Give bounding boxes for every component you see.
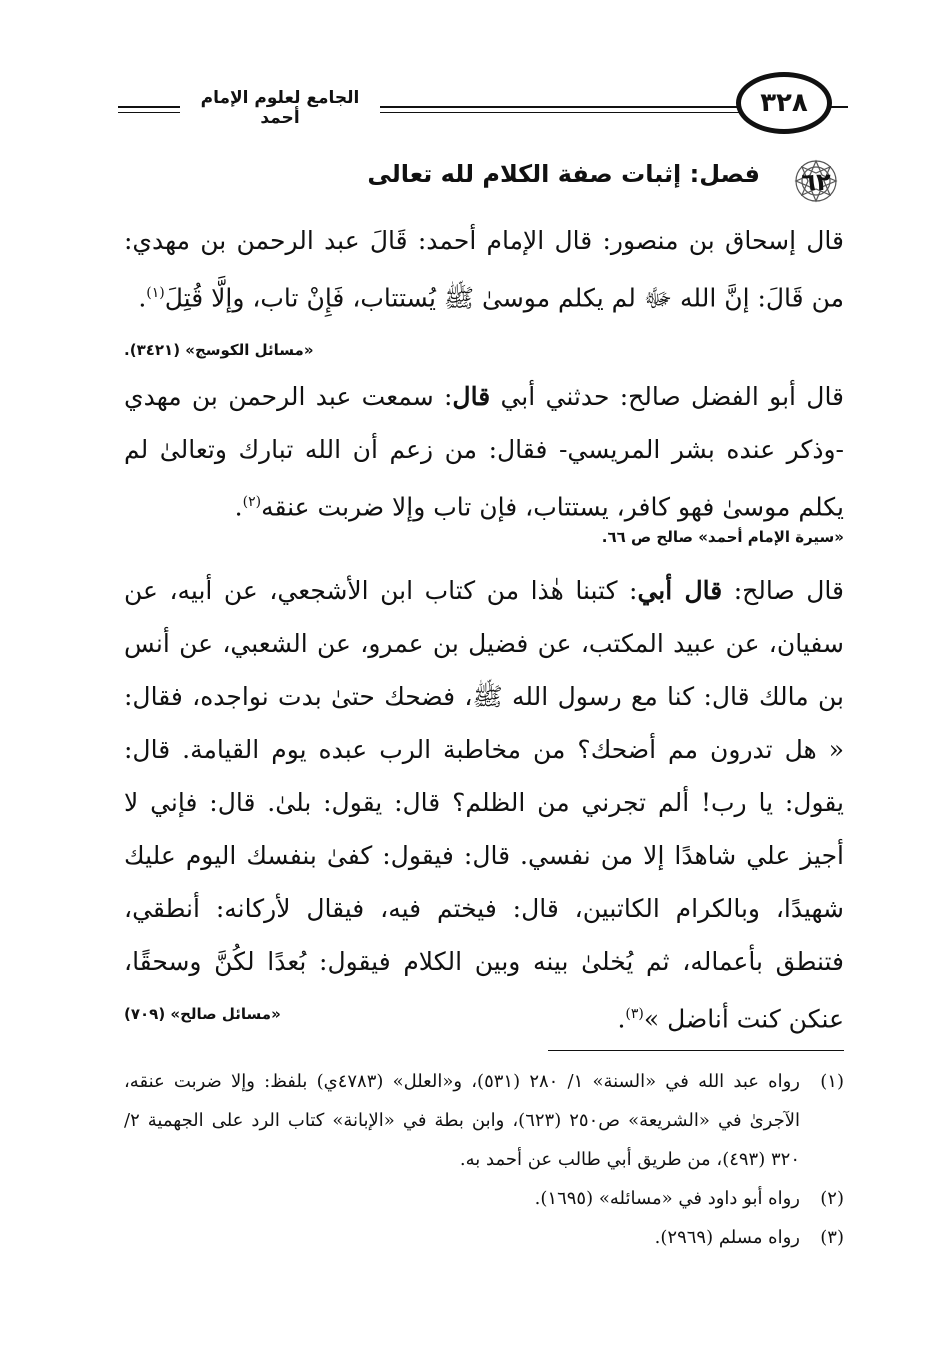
section-number-ornament bbox=[784, 158, 848, 204]
paragraph-1 bbox=[124, 214, 844, 377]
paragraph-text: : كتبنا هٰذا من كتاب ابن الأشجعي، عن أبيه، عن سفيان، عن عبيد المكتب، عن فضيل بن عمرو، عن الشعبي، عن أنس بن مالك قال: كنا مع رسول الله ﷺ، فضحك حتىٰ بدت نواجده، فقال: « هل تدرون مم أضحك؟ من مخاطبة الرب عبده يوم القيامة. قال: يقول: يا رب! ألم تجرني من الظلم؟ قال: يقول: بلىٰ. قال: فإني لا أجيز علي شاهدًا إلا من نفسي. قال: فيقول: كفىٰ بنفسك اليوم عليك شهيدًا، وبالكرام الكاتبين، قال: فيختم فيه، فيقال لأركانه: أنطقي، فتنطق بأعماله، ثم يُخلىٰ بينه وبين الكلام فيقول: بُعدًا لكُنَّ وسحقًا، عنكن كنت أناضل » bbox=[124, 576, 844, 1034]
paragraph-2 bbox=[124, 370, 844, 533]
paragraph-3 bbox=[124, 564, 844, 1045]
footnote-item bbox=[124, 1062, 844, 1179]
footnote-separator bbox=[548, 1050, 844, 1051]
footnote-text: رواه عبد الله في «السنة» ١/ ٢٨٠ (٥٣١)، و«العلل» (٤٧٨٣ي) بلفظ: وإلا ضربت عنقه، الآجرىٰ في «الشريعة» ص٢٥٠ (٦٢٣)، وابن بطة في «الإبانة» كتاب الرد على الجهمية ٢/ ٣٢٠ (٤٩٣)، من طريق أبي طالب عن أحمد به. bbox=[124, 1071, 800, 1170]
citation-source: «سيرة الإمام أحمد» صالح ص ٦٦. bbox=[601, 528, 844, 546]
paragraph-text: قال صالح: bbox=[722, 576, 844, 605]
paragraph-end: . bbox=[234, 492, 243, 522]
section-number: ٦٢ bbox=[801, 168, 831, 196]
paragraph-end: . bbox=[617, 1004, 626, 1034]
page-header bbox=[118, 72, 848, 138]
footnote-text: رواه أبو داود في «مسائله» (١٦٩٥). bbox=[534, 1188, 800, 1209]
footnote-number: (٢) bbox=[820, 1188, 844, 1209]
footnote-number: (٣) bbox=[820, 1227, 844, 1248]
footnote-text: رواه مسلم (٢٩٦٩). bbox=[654, 1227, 800, 1248]
paragraph-end: . bbox=[138, 283, 147, 313]
paragraph-text: قال إسحاق بن منصور: قال الإمام أحمد: قَالَ عبد الرحمن بن مهدي: من قَالَ: إنَّ الله ﷻ لم يكلم موسىٰ ﷺ يُستتاب، فَإِنْ تاب، وإلَّا قُتِلَ bbox=[124, 226, 844, 313]
footnote-ref[interactable]: (٣) bbox=[625, 1006, 644, 1022]
bold-phrase: قال bbox=[452, 382, 491, 411]
footnote-ref[interactable]: (٢) bbox=[242, 494, 262, 510]
footnote-item bbox=[124, 1218, 844, 1257]
page-number-badge: ٣٢٨ bbox=[736, 72, 832, 134]
footnote-ref[interactable]: (١) bbox=[146, 285, 165, 301]
section-title: فصل: إثبات صفة الكلام لله تعالى bbox=[367, 160, 760, 188]
bold-phrase: قال أبي bbox=[637, 576, 723, 605]
citation-source: «مسائل صالح» (٧٠٩) bbox=[124, 1005, 281, 1023]
running-book-title: الجامع لعلوم الإمام أحمد bbox=[180, 88, 380, 128]
footnote-item bbox=[124, 1179, 844, 1218]
paragraph-text: : سمعت عبد الرحمن بن مهدي -وذكر عنده بشر المريسي- فقال: من زعم أن الله تبارك وتعالىٰ لم يكلم موسىٰ فهو كافر، يستتاب، فإن تاب وإلا ضربت عنقه bbox=[124, 382, 844, 522]
footnotes bbox=[124, 1062, 844, 1257]
footnote-number: (١) bbox=[820, 1071, 844, 1092]
citation-source: «مسائل الكوسج» (٣٤٢١). bbox=[124, 341, 314, 360]
paragraph-text: قال أبو الفضل صالح: حدثني أبي bbox=[490, 382, 845, 411]
